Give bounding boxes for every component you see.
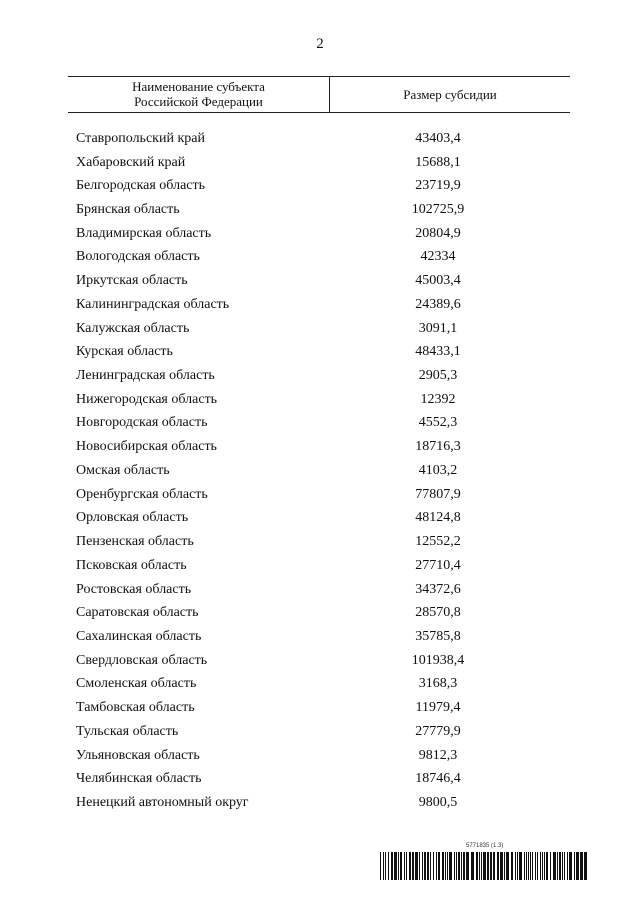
row-subject-name: Белгородская область <box>76 178 206 194</box>
table-row <box>76 696 570 720</box>
row-subsidy-value: 11979,4 <box>415 700 461 716</box>
row-subject-name: Саратовская область <box>76 605 199 621</box>
table-row <box>76 767 570 791</box>
table-row <box>76 554 570 578</box>
row-subject-name: Ставропольский край <box>76 130 205 146</box>
table-row <box>76 744 570 768</box>
row-subject-name: Омская область <box>76 462 170 478</box>
table-row <box>76 435 570 459</box>
table-row <box>76 412 570 436</box>
table-row <box>76 507 570 531</box>
row-subsidy-value: 48433,1 <box>415 344 461 360</box>
row-subject-name: Челябинская область <box>76 771 202 787</box>
table-row <box>76 246 570 270</box>
row-subject-name: Пензенская область <box>76 534 194 550</box>
row-subsidy-value: 2905,3 <box>418 368 458 384</box>
row-subject-name: Владимирская область <box>76 225 212 241</box>
row-subject-name: Нижегородская область <box>76 391 218 407</box>
table-row <box>76 649 570 673</box>
row-subsidy-value: 18746,4 <box>415 771 461 787</box>
header-subject-name-line1: Наименование субъекта <box>132 79 265 94</box>
barcode-icon <box>380 852 590 880</box>
header-subject-name <box>68 77 330 112</box>
row-subsidy-value: 35785,8 <box>415 628 461 644</box>
table-header <box>68 76 570 113</box>
row-subsidy-value: 18716,3 <box>415 439 461 455</box>
row-subsidy-value: 23719,9 <box>415 178 461 194</box>
row-subsidy-value: 20804,9 <box>415 225 461 241</box>
table-row <box>76 459 570 483</box>
row-subject-name: Свердловская область <box>76 652 208 668</box>
page-number: 2 <box>316 36 324 52</box>
table-row <box>76 293 570 317</box>
row-subject-name: Вологодская область <box>76 249 200 265</box>
row-subject-name: Иркутская область <box>76 273 188 289</box>
table-row <box>76 364 570 388</box>
row-subject-name: Курская область <box>76 344 173 360</box>
table-body <box>76 127 570 815</box>
table-row <box>76 388 570 412</box>
row-subsidy-value: 15688,1 <box>415 154 461 170</box>
table-row <box>76 222 570 246</box>
row-subject-name: Новгородская область <box>76 415 208 431</box>
row-subject-name: Ненецкий автономный округ <box>76 794 249 810</box>
table-row <box>76 174 570 198</box>
row-subsidy-value: 45003,4 <box>415 273 461 289</box>
row-subject-name: Ульяновская область <box>76 747 200 763</box>
row-subsidy-value: 9800,5 <box>418 794 458 810</box>
table-row <box>76 340 570 364</box>
table-row <box>76 673 570 697</box>
row-subsidy-value: 102725,9 <box>411 202 465 218</box>
row-subsidy-value: 43403,4 <box>415 130 461 146</box>
row-subject-name: Новосибирская область <box>76 439 217 455</box>
row-subsidy-value: 34372,6 <box>415 581 461 597</box>
table-row <box>76 151 570 175</box>
row-subsidy-value: 24389,6 <box>415 296 461 312</box>
row-subject-name: Тамбовская область <box>76 700 195 716</box>
table-row <box>76 791 570 815</box>
table-row <box>76 483 570 507</box>
table-row <box>76 198 570 222</box>
row-subsidy-value: 9812,3 <box>418 747 458 763</box>
table-row <box>76 601 570 625</box>
table-row <box>76 625 570 649</box>
row-subject-name: Брянская область <box>76 202 180 218</box>
row-subject-name: Тульская область <box>76 723 179 739</box>
row-subject-name: Орловская область <box>76 510 189 526</box>
table-row <box>76 317 570 341</box>
table-row <box>76 269 570 293</box>
row-subsidy-value: 48124,8 <box>415 510 461 526</box>
table-row <box>76 530 570 554</box>
row-subject-name: Ростовская область <box>76 581 192 597</box>
row-subsidy-value: 12552,2 <box>415 534 461 550</box>
row-subsidy-value: 4103,2 <box>418 462 458 478</box>
row-subject-name: Ленинградская область <box>76 368 215 384</box>
row-subsidy-value: 27710,4 <box>415 557 461 573</box>
table-row <box>76 127 570 151</box>
row-subsidy-value: 3091,1 <box>418 320 458 336</box>
row-subsidy-value: 4552,3 <box>418 415 458 431</box>
row-subsidy-value: 28570,8 <box>415 605 461 621</box>
row-subject-name: Смоленская область <box>76 676 197 692</box>
row-subsidy-value: 12392 <box>420 391 456 407</box>
table-row <box>76 578 570 602</box>
header-subsidy-size: Размер субсидии <box>403 87 497 102</box>
row-subject-name: Хабаровский край <box>76 154 186 170</box>
row-subject-name: Псковская область <box>76 557 187 573</box>
row-subsidy-value: 27779,9 <box>415 723 461 739</box>
row-subsidy-value: 42334 <box>420 249 456 265</box>
row-subject-name: Калининградская область <box>76 296 230 312</box>
row-subject-name: Сахалинская область <box>76 628 202 644</box>
row-subsidy-value: 3168,3 <box>418 676 458 692</box>
row-subsidy-value: 101938,4 <box>411 652 465 668</box>
row-subsidy-value: 77807,9 <box>415 486 461 502</box>
table-row <box>76 720 570 744</box>
header-subject-name-line2: Российской Федерации <box>134 94 263 109</box>
barcode-caption: 5771835 (1.3) <box>466 843 504 849</box>
row-subject-name: Оренбургская область <box>76 486 208 502</box>
barcode-block <box>380 843 590 883</box>
row-subject-name: Калужская область <box>76 320 190 336</box>
